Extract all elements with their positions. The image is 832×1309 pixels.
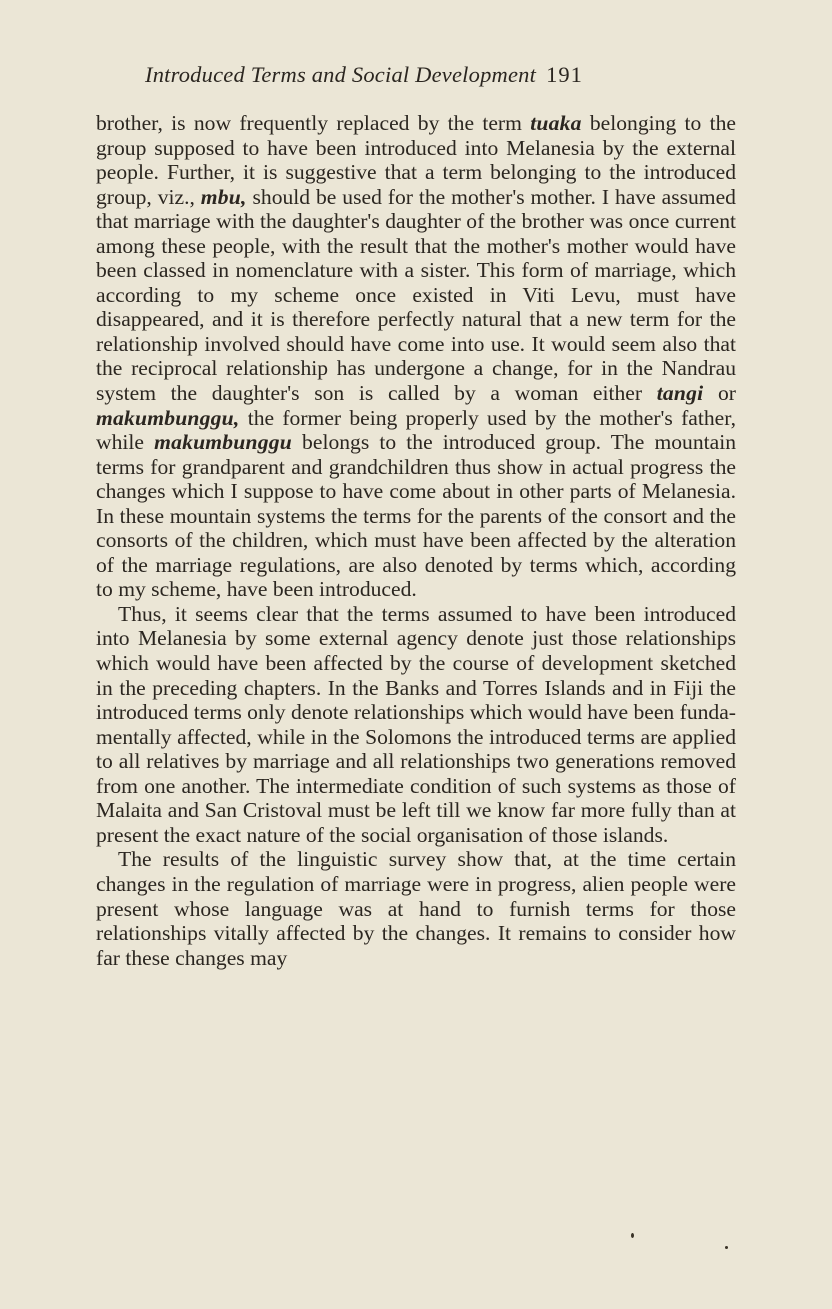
paragraph-3: The results of the linguistic survey show that, at the time certain changes in the regulation of marriage were in progress, alien people were present whose language was at hand to furnish terms for those relationships vitally affected by the changes. It remains to consider how far these changes may [96,847,736,970]
italic-term: tangi [656,381,704,406]
ink-speck [725,1246,728,1249]
ink-speck [631,1233,634,1238]
body-text [96,111,736,970]
paragraph-2: Thus, it seems clear that the terms assumed to have been introduced into Melanesia by some external agency denote just those relationships which would have been affected by the course of development sketched in the preceding chapters. In the Banks and Torres Islands and in Fiji the introduced terms only denote relationships which would have been fundamentally affected, while in the Solomons the introduced terms are applied to all relatives by marriage and all relationships two generations removed from one another. The intermediate condition of such systems as those of Malaita and San Cristoval must be left till we know far more fully than at present the exact nature of the social organisation of those islands. [96,601,736,847]
page-number: 191 [546,62,583,87]
running-header [145,62,745,88]
italic-term: mbu, [200,184,247,209]
running-title: Introduced Terms and Social Development [145,62,537,87]
italic-term: tuaka [530,111,582,135]
italic-term: makumbunggu, [96,405,240,430]
italic-term: makumbunggu [154,430,292,455]
paragraph-1: brother, is now frequently replaced by the term tuaka belonging to the group supposed to have been introduced into Melanesia by the external people. Further, it is suggestive that a term belonging to the introduced group, viz., mbu, should be used for the mother's mother. I have assumed that marriage with the daughter's daughter of the brother was once current among these people, with the result that the mother's mother would have been classed in nomenclature with a sister. This form of marriage, which according to my scheme once existed in Viti Levu, must have disappeared, and it is therefore perfectly natural that a new term for the relationship involved should have come into use. It would seem also that the reciprocal relationship has undergone a change, for in the Nandrau system the daughter's son is called by a woman either tangi or makumbunggu, the former being properly used by the mother's father, while makumbunggu belongs to the introduced group. The mountain terms for grandparent and grandchildren thus show in actual progress the changes which I suppose to have come about in other parts of Melanesia. In these mountain systems the terms for the parents of the consort and the consorts of the children, which must have been affected by the alteration of the marriage regulations, are also denoted by terms which, according to my scheme, have been introduced. [96,111,737,602]
